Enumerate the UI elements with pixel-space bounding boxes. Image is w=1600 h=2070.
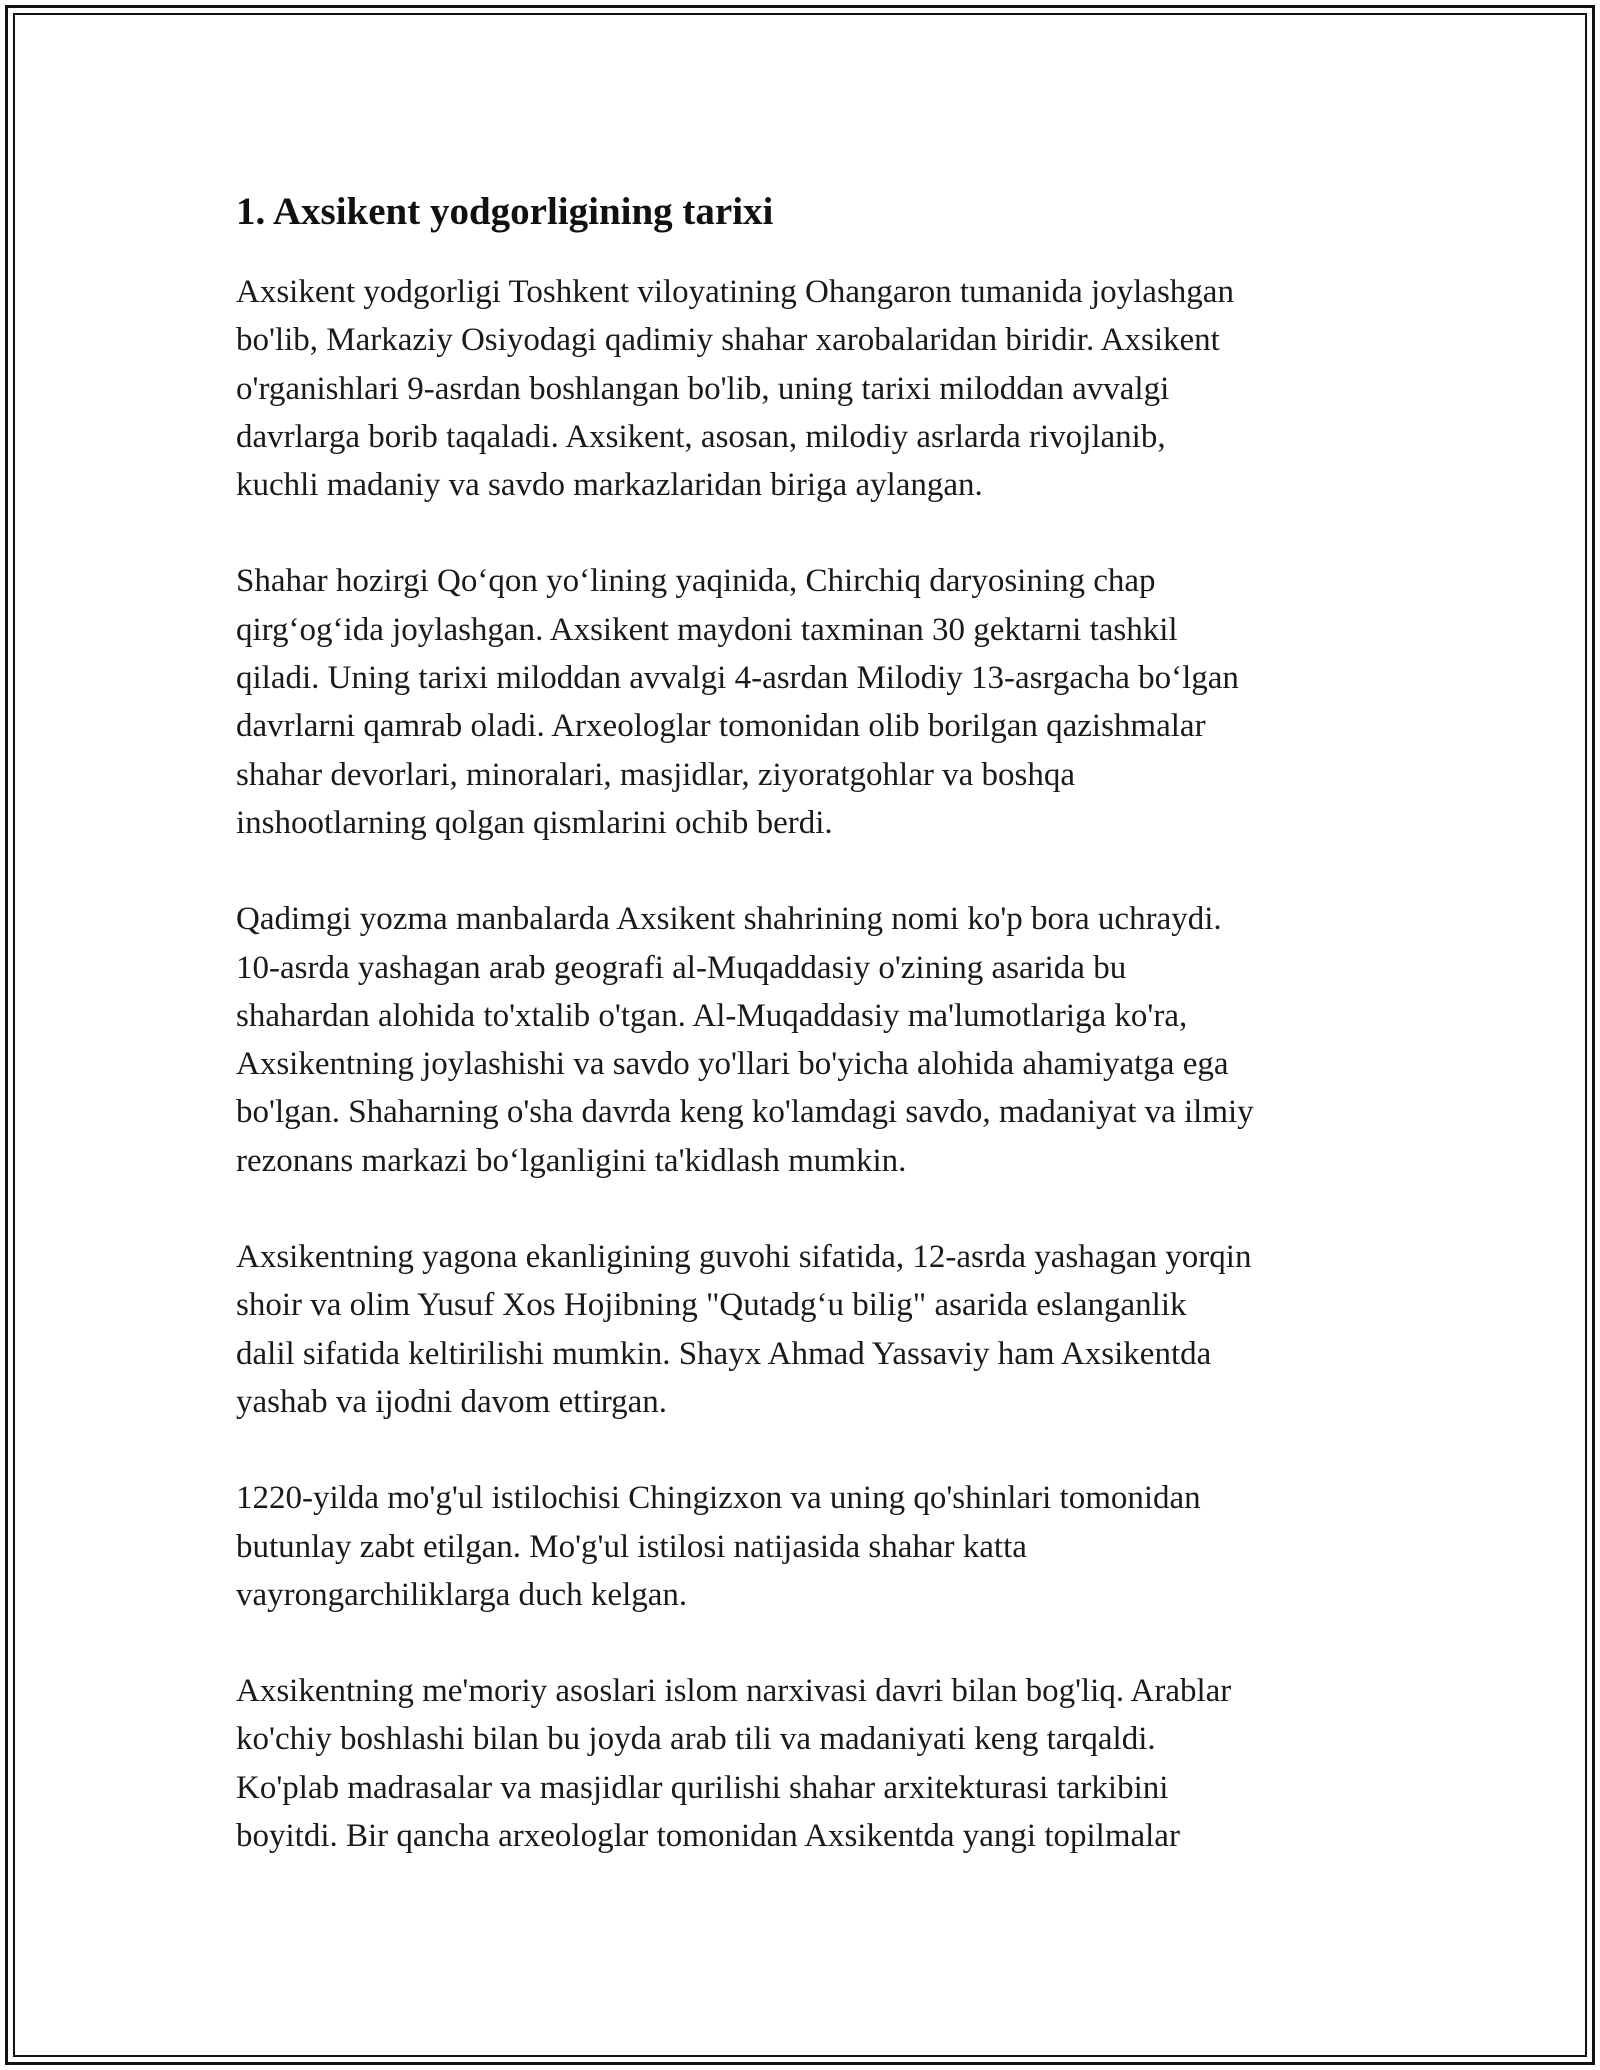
text-line: 10-asrda yashagan arab geografi al-Muqaddasiy o'zining asarida bu xyxy=(236,949,1127,986)
section-heading: 1. Axsikent yodgorligining tarixi xyxy=(236,190,774,233)
paragraph-location xyxy=(236,268,1376,509)
paragraph-mongol-conquest xyxy=(236,1474,1376,1619)
text-line: ko'chiy boshlashi bilan bu joyda arab tili va madaniyati keng tarqaldi. xyxy=(236,1721,1156,1758)
text-line: Axsikentning me'moriy asoslari islom narxivasi davri bilan bog'liq. Arablar xyxy=(236,1673,1232,1710)
text-line: bo'lgan. Shaharning o'sha davrda keng ko'lamdagi savdo, madaniyat va ilmiy xyxy=(236,1094,1254,1131)
text-line: boyitdi. Bir qancha arxeologlar tomonidan Axsikentda yangi topilmalar xyxy=(236,1818,1180,1855)
text-line: bo'lib, Markaziy Osiyodagi qadimiy shahar xarobalaridan biridir. Axsikent xyxy=(236,322,1220,359)
text-line: vayrongarchiliklarga duch kelgan. xyxy=(236,1576,688,1613)
text-line: shahar devorlari, minoralari, masjidlar, ziyoratgohlar va boshqa xyxy=(236,756,1075,793)
text-line: shoir va olim Yusuf Xos Hojibning "Qutadg‘u bilig" asarida eslanganlik xyxy=(236,1287,1187,1324)
text-line: davrlarga borib taqaladi. Axsikent, asosan, milodiy asrlarda rivojlanib, xyxy=(236,418,1166,455)
text-line: shahardan alohida to'xtalib o'tgan. Al-Muqaddasiy ma'lumotlariga ko'ra, xyxy=(236,997,1188,1034)
text-line: o'rganishlari 9-asrdan boshlangan bo'lib, uning tarixi miloddan avvalgi xyxy=(236,370,1170,407)
text-line: 1220-yilda mo'g'ul istilochisi Chingizxon va uning qo'shinlari tomonidan xyxy=(236,1480,1201,1517)
text-line: Shahar hozirgi Qo‘qon yo‘lining yaqinida, Chirchiq daryosining chap xyxy=(236,563,1156,600)
text-line: dalil sifatida keltirilishi mumkin. Shayx Ahmad Yassaviy ham Axsikentda xyxy=(236,1335,1212,1372)
text-line: davrlarni qamrab oladi. Arxeologlar tomonidan olib borilgan qazishmalar xyxy=(236,708,1206,745)
text-line: Axsikentning yagona ekanligining guvohi sifatida, 12-asrda yashagan yorqin xyxy=(236,1239,1252,1276)
text-line: butunlay zabt etilgan. Mo'g'ul istilosi natijasida shahar katta xyxy=(236,1528,1027,1565)
text-line: Ko'plab madrasalar va masjidlar qurilishi shahar arxitekturasi tarkibini xyxy=(236,1769,1169,1806)
text-line: kuchli madaniy va savdo markazlaridan biriga aylangan. xyxy=(236,467,983,504)
paragraph-architecture xyxy=(236,1667,1376,1860)
text-line: rezonans markazi bo‘lganligini ta'kidlash mumkin. xyxy=(236,1142,907,1179)
text-line: Axsikentning joylashishi va savdo yo'llari bo'yicha alohida ahamiyatga ega xyxy=(236,1046,1229,1083)
paragraph-written-sources xyxy=(236,895,1376,1185)
text-line: qiladi. Uning tarixi miloddan avvalgi 4-asrdan Milodiy 13-asrgacha bo‘lgan xyxy=(236,660,1239,697)
paragraph-geography xyxy=(236,557,1376,847)
text-line: inshootlarning qolgan qismlarini ochib berdi. xyxy=(236,804,833,841)
text-line: yashab va ijodni davom ettirgan. xyxy=(236,1383,668,1420)
text-line: qirg‘og‘ida joylashgan. Axsikent maydoni taxminan 30 gektarni tashkil xyxy=(236,611,1178,648)
paragraph-literary-evidence xyxy=(236,1233,1376,1426)
document-body xyxy=(236,186,1376,1860)
text-line: Qadimgi yozma manbalarda Axsikent shahrining nomi ko'p bora uchraydi. xyxy=(236,901,1222,938)
text-line: Axsikent yodgorligi Toshkent viloyatining Ohangaron tumanida joylashgan xyxy=(236,274,1234,310)
